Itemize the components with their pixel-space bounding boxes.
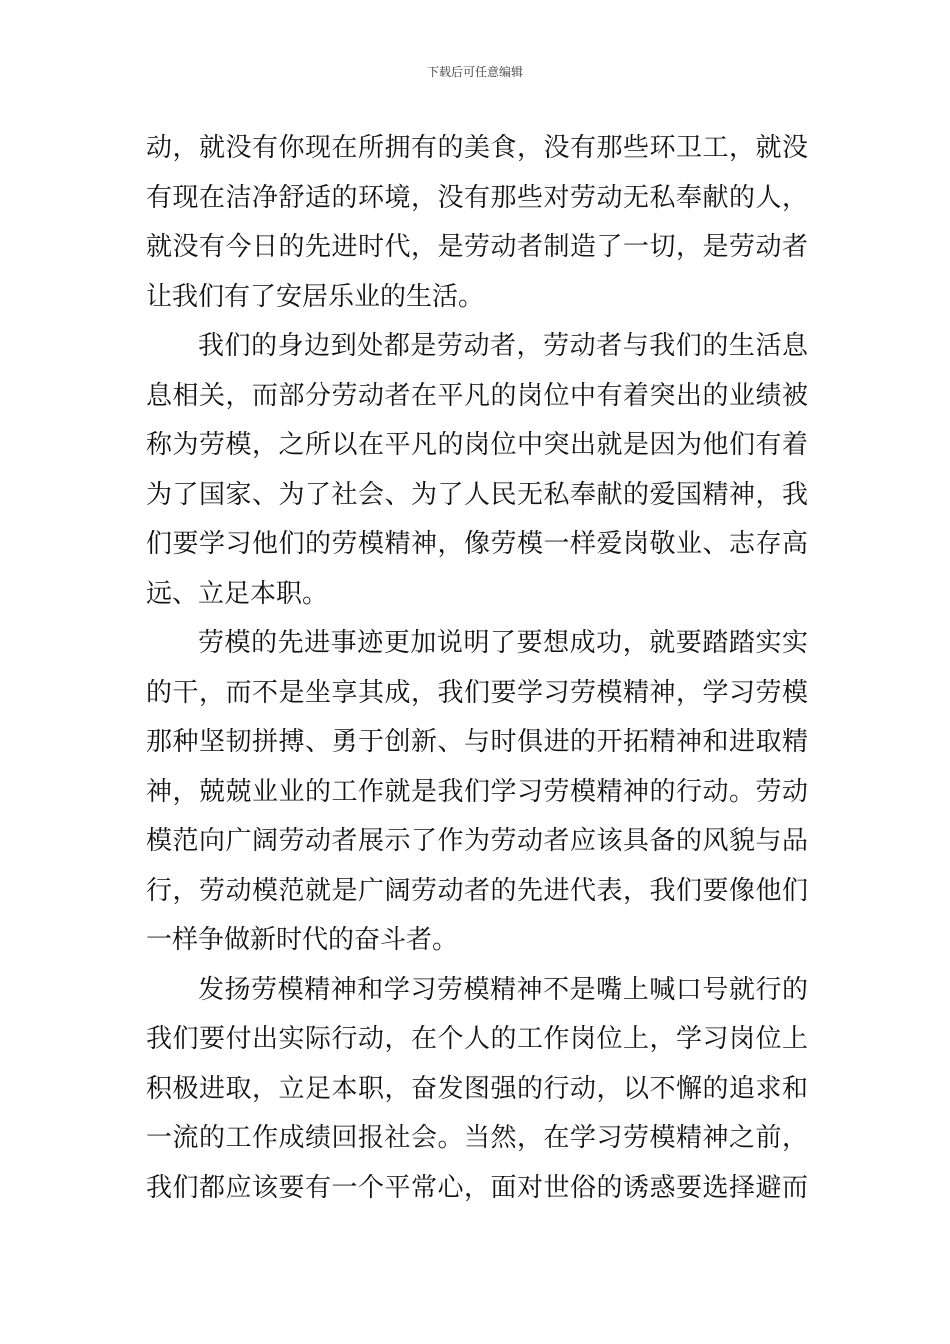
paragraph-2 [146,322,808,619]
text-line: 动，就没有你现在所拥有的美食，没有那些环卫工，就没 [146,133,808,163]
text-line: 行，劳动模范就是广阔劳动者的先进代表，我们要像他们 [146,875,808,906]
text-line: 模范向广阔劳动者展示了作为劳动者应该具备的风貌与品 [146,826,808,856]
text-line: 积极进取，立足本职，奋发图强的行动，以不懈的追求和 [146,1073,808,1104]
text-line: 我们的身边到处都是劳动者，劳动者与我们的生活息 [198,331,808,361]
text-line: 发扬劳模精神和学习劳模精神不是嘴上喊口号就行的 [198,974,808,1005]
text-line: 远、立足本职。 [146,578,329,609]
text-line: 一样争做新时代的奋斗者。 [146,925,459,955]
text-line: 为了国家、为了社会、为了人民无私奉献的爱国精神，我 [146,479,808,510]
text-line: 我们要付出实际行动，在个人的工作岗位上，学习岗位上 [146,1024,808,1054]
text-line: 们要学习他们的劳模精神，像劳模一样爱岗敬业、志存高 [146,529,808,559]
text-line: 神，兢兢业业的工作就是我们学习劳模精神的行动。劳动 [146,776,808,807]
paragraph-3 [146,619,808,966]
text-line: 让我们有了安居乐业的生活。 [146,281,485,312]
document-body [146,124,808,1213]
text-line: 那种坚韧拼搏、勇于创新、与时俱进的开拓精神和进取精 [146,727,808,757]
text-line: 劳模的先进事迹更加说明了要想成功，就要踏踏实实 [198,628,808,658]
text-line: 我们都应该要有一个平常心，面对世俗的诱惑要选择避而 [146,1172,808,1203]
text-line: 有现在洁净舒适的环境，没有那些对劳动无私奉献的人， [146,182,808,213]
text-line: 息相关，而部分劳动者在平凡的岗位中有着突出的业绩被 [146,380,808,411]
page-header: 下载后可任意编辑 [426,65,523,79]
text-line: 的干，而不是坐享其成，我们要学习劳模精神，学习劳模 [146,677,808,708]
text-line: 就没有今日的先进时代，是劳动者制造了一切，是劳动者 [146,232,808,262]
text-line: 称为劳模，之所以在平凡的岗位中突出就是因为他们有着 [146,430,808,460]
paragraph-1 [146,124,808,322]
paragraph-4 [146,966,808,1214]
text-line: 一流的工作成绩回报社会。当然，在学习劳模精神之前， [146,1123,808,1153]
